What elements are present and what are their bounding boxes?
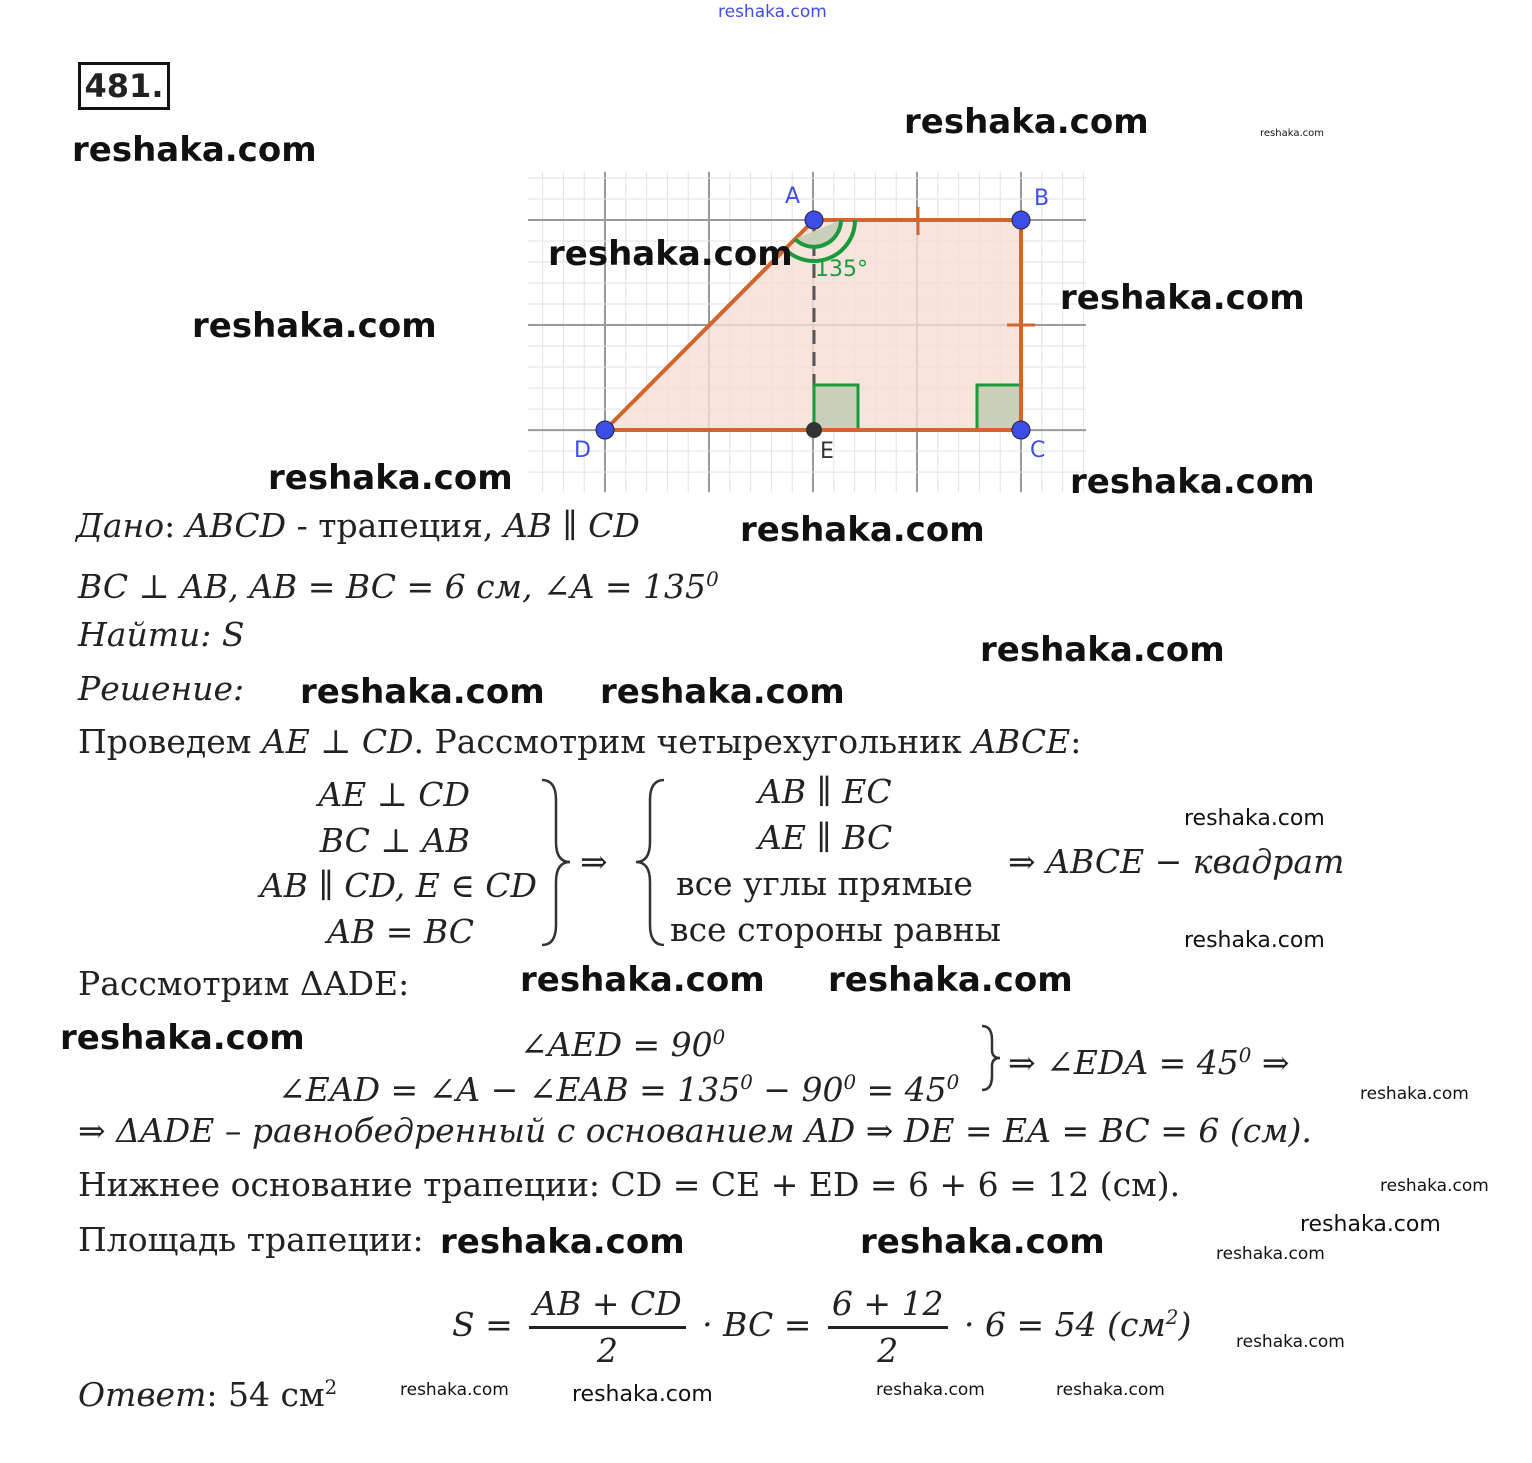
watermark: reshaka.com (1216, 1244, 1325, 1264)
system-left-3: AB = BC (327, 912, 474, 951)
degree-sup: 0 (1238, 1044, 1252, 1067)
point-d (596, 421, 614, 439)
numerator: 6 + 12 (828, 1282, 948, 1329)
watermark: reshaka.com (520, 960, 765, 1000)
step-5: Площадь трапеции: (78, 1220, 424, 1259)
implies-arrow: ⇒ (1251, 1043, 1290, 1082)
watermark: reshaka.com (300, 672, 545, 712)
watermark: reshaka.com (740, 510, 985, 550)
degree-sup: 0 (843, 1071, 857, 1094)
point-c (1012, 421, 1030, 439)
eq-aed-text: ∠AED = 90 (520, 1025, 713, 1064)
angle-label: 135° (815, 257, 868, 282)
watermark: reshaka.com (1380, 1176, 1489, 1196)
fraction-1 (529, 1282, 685, 1373)
answer (78, 1366, 337, 1417)
degree-sup: 0 (946, 1071, 960, 1094)
watermark: reshaka.com (1360, 1084, 1469, 1104)
step-1 (78, 720, 1081, 764)
step-4: Нижнее основание трапеции: CD = CE + ED = 6 + 6 = 12 (см). (78, 1165, 1181, 1204)
watermark: reshaka.com (828, 960, 1073, 1000)
given-line-2 (78, 558, 719, 609)
watermark: reshaka.com (904, 102, 1149, 142)
eq-ead (278, 1061, 959, 1112)
label-b: B (1034, 186, 1050, 211)
watermark: reshaka.com (440, 1222, 685, 1262)
watermark: reshaka.com (1070, 462, 1315, 502)
fraction-2 (828, 1282, 948, 1373)
numerator: AB + CD (529, 1282, 685, 1329)
system-right-1: AE ∥ BC (758, 818, 893, 857)
watermark: reshaka.com (548, 234, 793, 274)
square-sup: 2 (1165, 1306, 1179, 1329)
watermark: reshaka.com (876, 1380, 985, 1400)
watermark: reshaka.com (1236, 1332, 1345, 1352)
eq-ead-text: = 45 (856, 1070, 947, 1109)
watermark: reshaka.com (72, 130, 317, 170)
watermark: reshaka.com (1060, 278, 1305, 318)
answer-label: Ответ (78, 1375, 207, 1414)
label-e: E (820, 439, 834, 464)
point-a (805, 211, 823, 229)
degree-sup: 0 (740, 1071, 753, 1094)
denominator: 2 (596, 1330, 618, 1370)
watermark: reshaka.com (268, 458, 513, 498)
conclusion-eda-text: ⇒ ∠EDA = 45 (1008, 1043, 1239, 1082)
eq-aed (520, 1016, 725, 1067)
formula-result: · 6 = 54 (см (964, 1305, 1166, 1344)
square-sup: 2 (324, 1376, 338, 1399)
given-parallel: AB ∥ CD (503, 506, 640, 545)
watermark: reshaka.com (1184, 806, 1325, 831)
formula-close: ) (1178, 1305, 1192, 1344)
system-right-3: все стороны равны (670, 910, 1002, 949)
given-figure: ABCD (185, 506, 287, 545)
watermark: reshaka.com (980, 630, 1225, 670)
watermark: reshaka.com (718, 2, 827, 22)
label-d: D (574, 438, 591, 463)
watermark: reshaka.com (192, 306, 437, 346)
system-left-2: AB ∥ CD, E ∈ CD (259, 866, 537, 905)
step-1-math: ABCE (972, 722, 1071, 761)
right-brace-2 (982, 1026, 1000, 1090)
step-3: ⇒ ΔADE – равнобедренный с основанием AD ⇒ DE = EA = BC = 6 (см). (78, 1111, 1312, 1150)
given-line-1: Дано: ABCD - трапеция, AB ∥ CD (76, 506, 640, 545)
formula-mid: · BC = (702, 1305, 812, 1344)
step-1-text: . Рассмотрим четырехугольник (413, 722, 973, 761)
step-1-text: Проведем (78, 722, 262, 761)
step-2: Рассмотрим ΔADE: (78, 964, 410, 1003)
system-left-1: BC ⊥ AB (319, 821, 470, 860)
degree-sup: 0 (712, 1026, 726, 1049)
watermark: reshaka.com (1260, 128, 1324, 139)
watermark: reshaka.com (572, 1382, 713, 1407)
given-label: Дано (76, 506, 165, 545)
system-right-0: AB ∥ EC (758, 772, 892, 811)
system-right-2: все углы прямые (676, 864, 973, 903)
degree-sup: 0 (706, 568, 719, 591)
step-1-math: AE ⊥ CD (261, 722, 414, 761)
answer-value: : 54 см (206, 1375, 325, 1414)
given-type: - трапеция, (286, 506, 504, 545)
watermark: reshaka.com (860, 1222, 1105, 1262)
area-formula (452, 1268, 1191, 1375)
conclusion-eda (1008, 1034, 1290, 1085)
solution-label: Решение: (78, 669, 245, 708)
formula-lhs: S = (452, 1305, 513, 1344)
label-c: C (1030, 438, 1046, 463)
watermark: reshaka.com (600, 672, 845, 712)
watermark: reshaka.com (60, 1018, 305, 1058)
implies-arrow: ⇒ (580, 842, 608, 881)
problem-number: 481. (78, 62, 170, 110)
watermark: reshaka.com (1300, 1212, 1441, 1237)
right-angle-e (814, 385, 858, 430)
point-e (806, 422, 822, 438)
system-left-0: AE ⊥ CD (318, 775, 470, 814)
given-conditions: BC ⊥ AB, AB = BC = 6 см, ∠A = 135 (78, 567, 707, 606)
point-b (1012, 211, 1030, 229)
left-brace (636, 780, 664, 945)
eq-ead-text: ∠EAD = ∠A − ∠EAB = 135 (278, 1070, 741, 1109)
watermark: reshaka.com (400, 1380, 509, 1400)
step-1-colon: : (1070, 722, 1082, 761)
denominator: 2 (877, 1330, 899, 1370)
watermark: reshaka.com (1056, 1380, 1165, 1400)
right-brace (542, 780, 570, 945)
eq-ead-text: − 90 (752, 1070, 844, 1109)
label-a: A (785, 184, 801, 209)
conclusion-square: ⇒ ABCE − квадрат (1008, 842, 1345, 881)
watermark: reshaka.com (1184, 928, 1325, 953)
find-line: Найти: S (78, 615, 245, 654)
